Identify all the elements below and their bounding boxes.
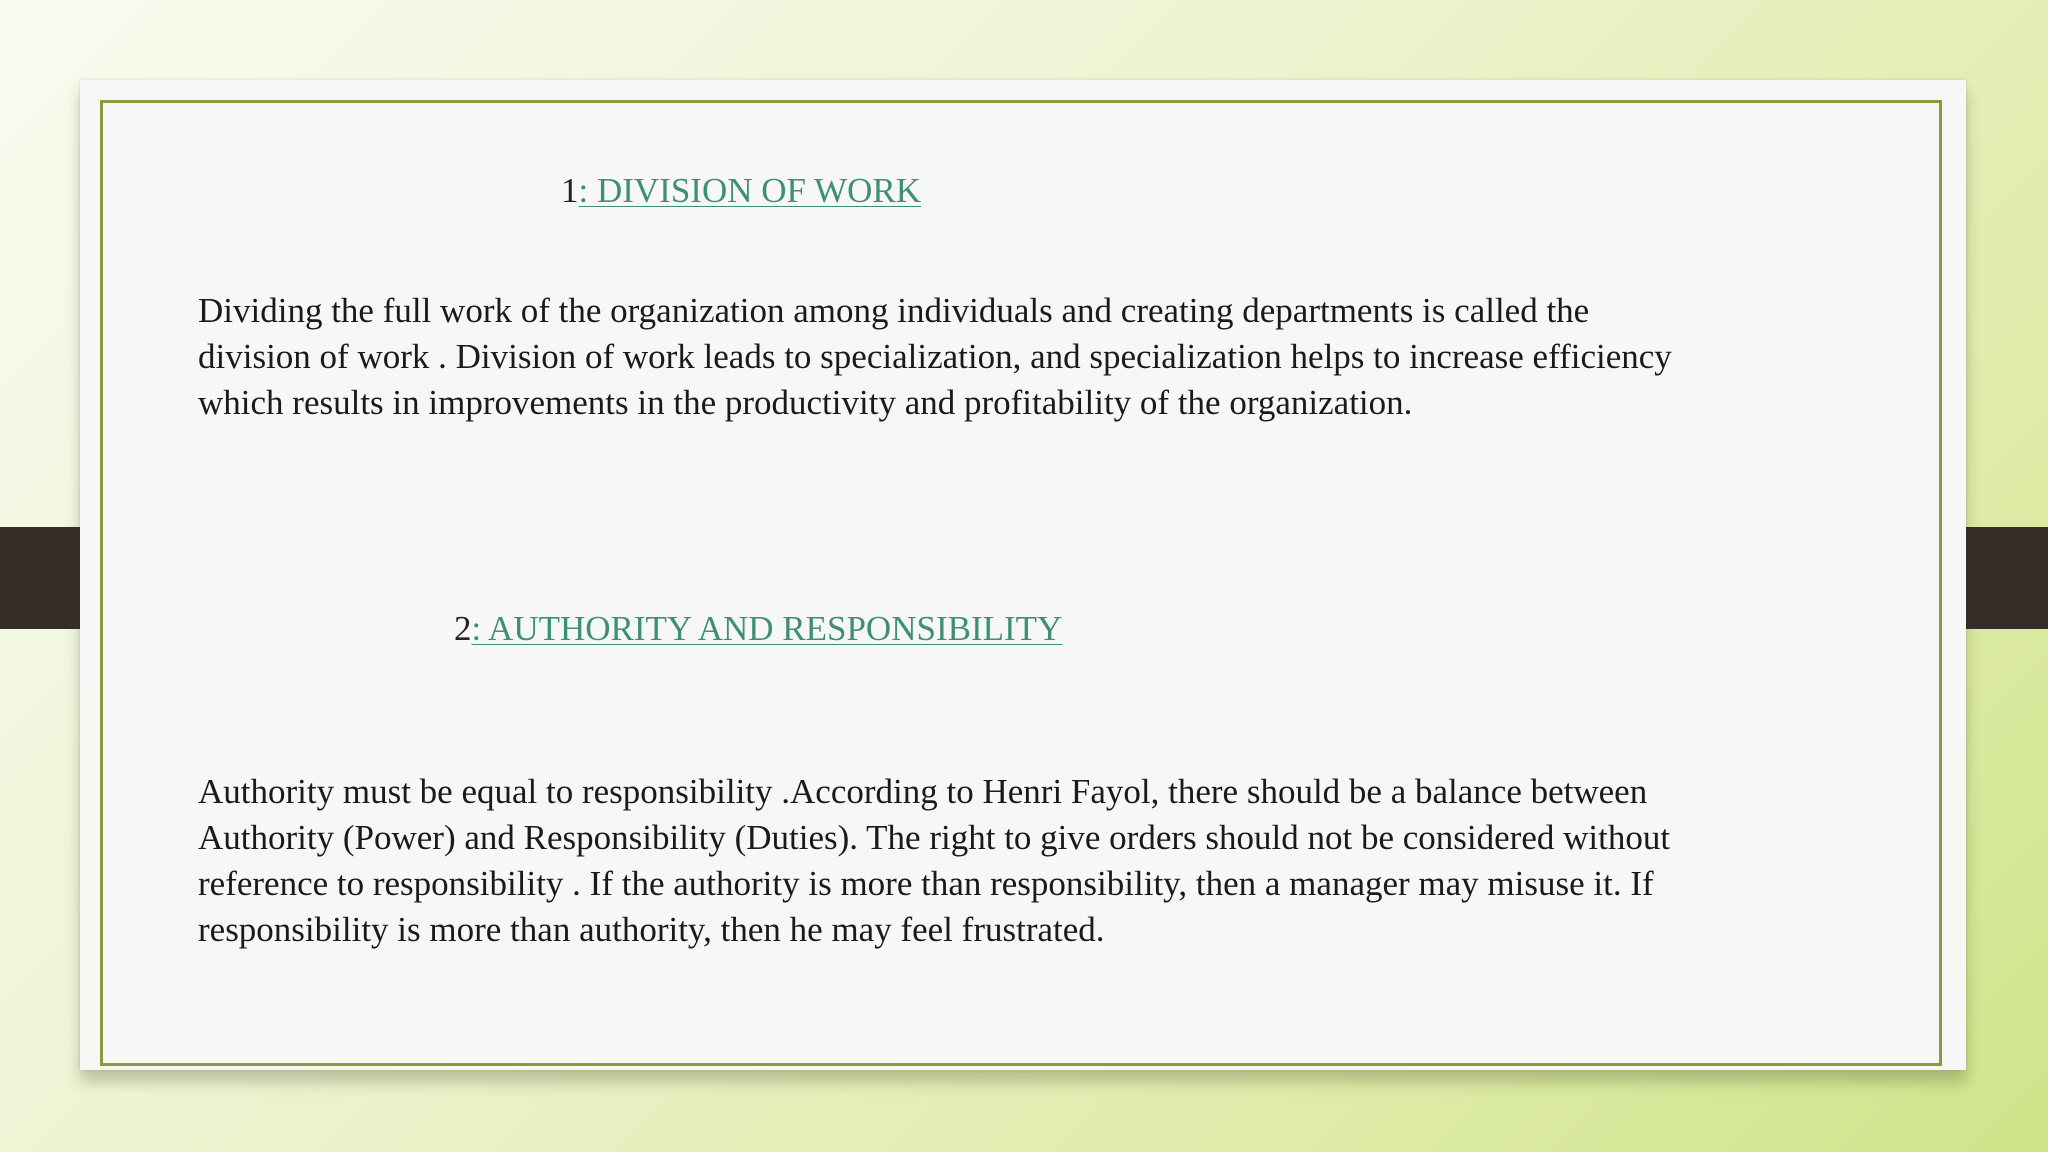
slide-card — [80, 80, 1966, 1070]
slide-frame — [100, 100, 1942, 1066]
section2-body: Authority must be equal to responsibility .According to Henri Fayol, there should be a balance between Authority (Power) and Responsibility (Duties). The right to give orders should not be considered without reference to responsibility . If the authority is more than responsibility, then a manager may misuse it. If responsibility is more than authority, then he may feel frustrated. — [198, 772, 1671, 949]
section2-heading — [454, 609, 1062, 649]
section1-heading — [561, 171, 921, 211]
section1-body: Dividing the full work of the organization among individuals and creating departments is called the division of work . Division of work leads to specialization, and specialization helps to increase efficiency which results in improvements in the productivity and profitability of the organization. — [198, 291, 1672, 422]
section1-title: : DIVISION OF WORK — [578, 171, 922, 210]
section2-number: 2 — [454, 609, 472, 648]
section2-title: : AUTHORITY AND RESPONSIBILITY — [471, 609, 1063, 648]
section1-number: 1 — [561, 171, 579, 210]
